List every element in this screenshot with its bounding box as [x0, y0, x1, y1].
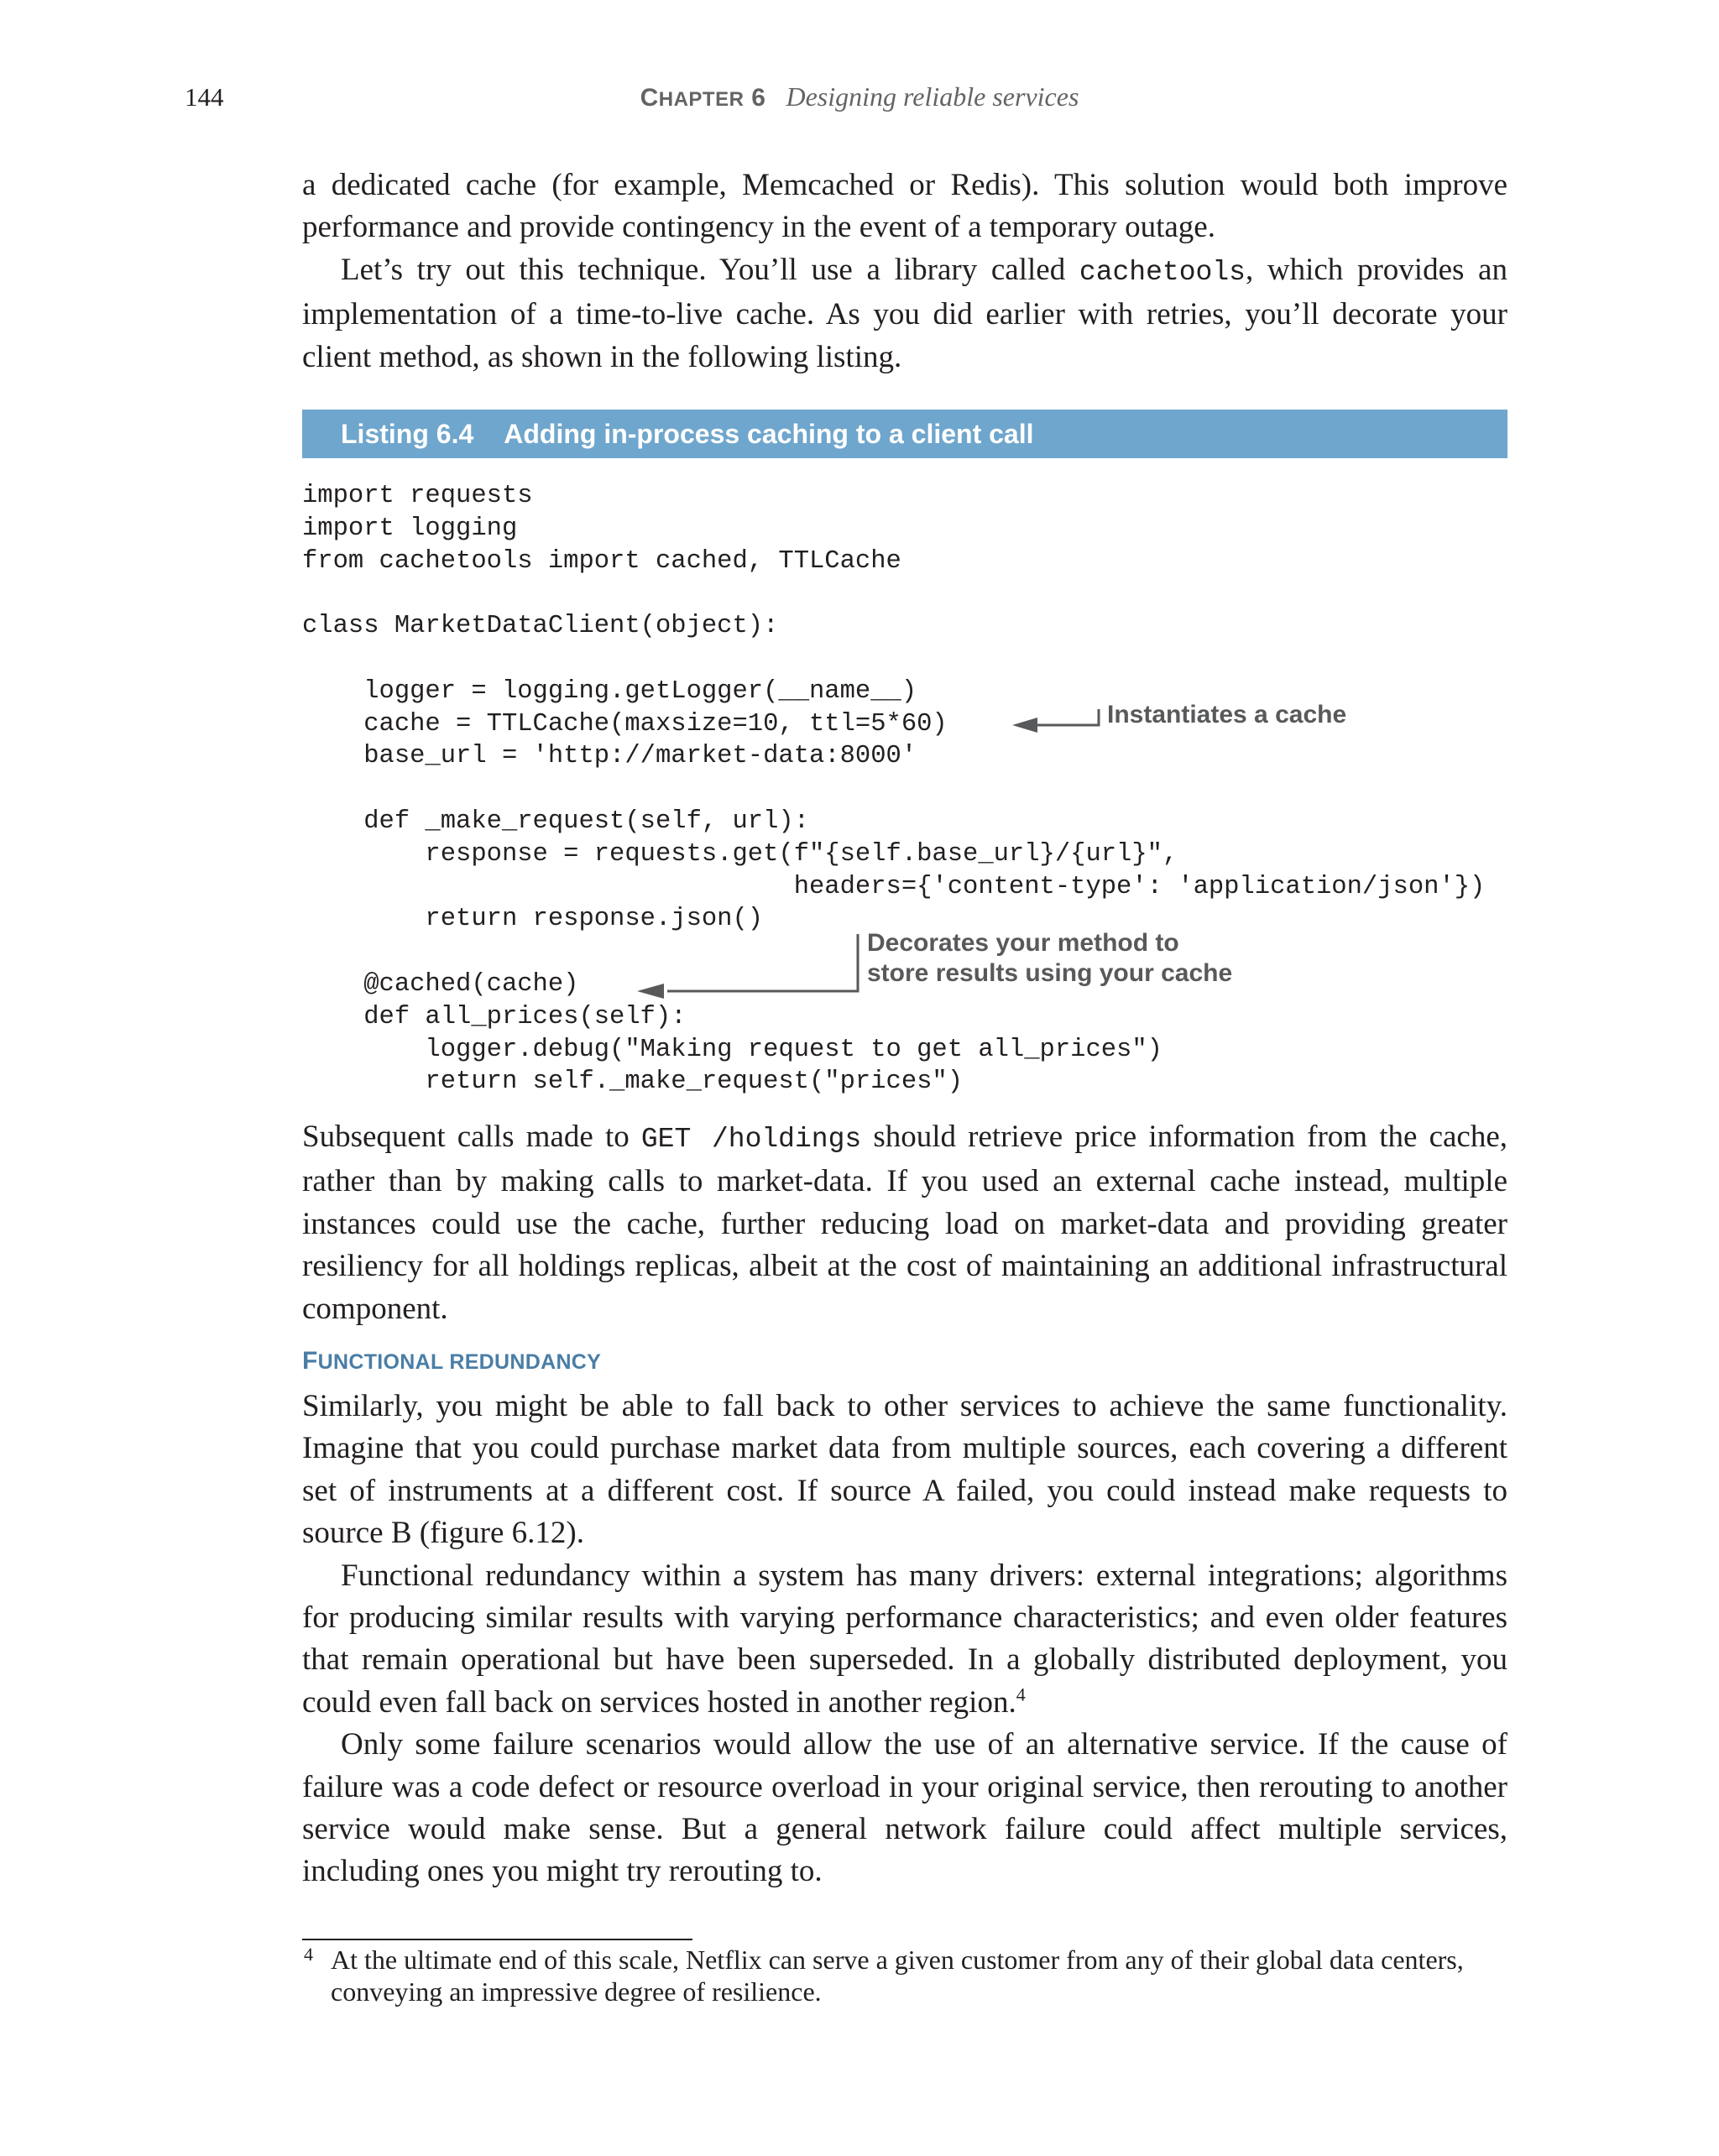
arrowhead-2 [637, 984, 664, 999]
chapter-label: CHAPTER 6 [640, 84, 766, 112]
code-line: def _make_request(self, url): [302, 807, 809, 836]
listing-title: Adding in-process caching to a client call [504, 419, 1034, 449]
annotation-line-2 [667, 934, 858, 991]
code-line: class MarketDataClient(object): [302, 612, 779, 641]
body-text-1 [302, 1116, 1507, 1330]
code-line: from cachetools import cached, TTLCache [302, 546, 901, 576]
listing-number: Listing 6.4 [341, 419, 474, 449]
code-line: cache = TTLCache(maxsize=10, ttl=5*60) [302, 709, 948, 739]
code-line: logger.debug("Making request to get all_prices") [302, 1035, 1163, 1064]
code-line: base_url = 'http://market-data:8000' [302, 742, 917, 771]
chapter-title: Designing reliable services [786, 81, 1079, 112]
annotation-line-1 [1034, 709, 1099, 725]
annotation-instantiates-cache: Instantiates a cache [1107, 701, 1347, 728]
code-line: return self._make_request("prices") [302, 1068, 964, 1097]
page-number: 144 [185, 82, 224, 112]
code-line: return response.json() [302, 905, 764, 934]
paragraph: Only some failure scenarios would allow the use of an alternative service. If the cause of failure was a code defect or resource overload in your original service, then rerouting to another service would make sense. But a general network failure could affect multiple services, including ones you might try rerouting to. [302, 1727, 1507, 1889]
code-line: response = requests.get(f"{self.base_url}/{url}", [302, 839, 1178, 869]
footnote-text: At the ultimate end of this scale, Netflix can serve a given customer from any of their global data centers, conveying an impressive degree of resilience. [331, 1945, 1464, 2007]
code-line: def all_prices(self): [302, 1002, 687, 1031]
footnote-divider [302, 1939, 692, 1940]
inline-code: cachetools [1079, 256, 1246, 288]
footnote-mark: 4 [304, 1944, 313, 1965]
paragraph: a dedicated cache (for example, Memcached or Redis). This solution would both improve performance and provide contingency in the event of a temporary outage. [302, 168, 1507, 245]
paragraph: Functional redundancy within a system has many drivers: external integrations; algorithms for producing similar results with varying performance characteristics; and even older features that remain operational but have been superseded. In a globally distributed deployment, you could even fall back on services hosted in another region.$^4$ [302, 1558, 1507, 1720]
paragraph: Similarly, you might be able to fall back to other services to achieve the same functionality. Imagine that you could purchase market data from multiple sources, each covering a different set of instruments at a different cost. If source A failed, you could instead make requests to source B (figure 6.12). [302, 1389, 1507, 1551]
code-line: @cached(cache) [302, 969, 579, 999]
code-line: headers={'content-type': 'application/json'}) [302, 872, 1486, 901]
code-line: import requests [302, 482, 533, 510]
inline-code: GET /holdings [640, 1124, 862, 1155]
paragraph: Let’s try out this technique. You’ll use a library called cachetools, which provides an implementation of a time-to-live cache. As you did earlier with retries, you’ll decorate your client method, as shown in the following listing. [302, 252, 1507, 374]
footnote [302, 1944, 1507, 2007]
paragraph: Subsequent calls made to GET /holdings should retrieve price information from the cache, rather than by making calls to market-data. If you used an external cache instead, multiple instances could use the cache, further reducing load on market-data and providing greater resiliency for all holdings replicas, albeit at the cost of maintaining an additional infrastructural component. [302, 1120, 1508, 1326]
annotation-decorates-method: Decorates your method to store results using your cache [867, 929, 1233, 987]
code-line: import logging [302, 514, 518, 543]
footnote-reference[interactable]: 4 [1016, 1684, 1026, 1705]
arrowhead-1 [1012, 718, 1037, 733]
section-heading: FUNCTIONAL REDUNDANCY [302, 1347, 602, 1375]
body-text-2 [302, 1386, 1507, 1893]
code-line: logger = logging.getLogger(__name__) [302, 676, 917, 706]
